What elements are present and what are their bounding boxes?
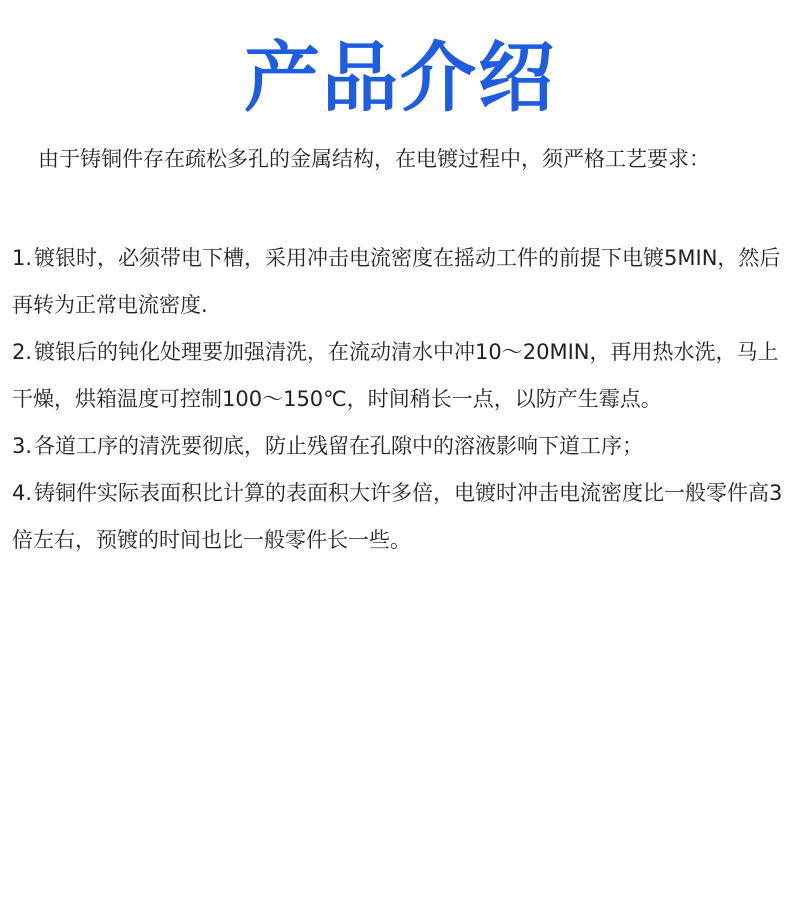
item-number: 2. bbox=[12, 340, 33, 364]
item-text: 各道工序的清洗要彻底，防止残留在孔隙中的溶液影响下道工序； bbox=[34, 434, 644, 458]
requirements-list bbox=[12, 235, 788, 564]
page-title: 产品介绍 bbox=[244, 33, 556, 122]
intro-paragraph: 由于铸铜件存在疏松多孔的金属结构，在电镀过程中，须严格工艺要求： bbox=[38, 147, 710, 171]
item-number: 3. bbox=[12, 434, 33, 458]
item-number: 1. bbox=[12, 246, 33, 270]
list-item bbox=[12, 470, 788, 564]
item-text: 铸铜件实际表面积比计算的表面积大许多倍，电镀时冲击电流密度比一般零件高3倍左右，预镀的时间也比一般零件长一些。 bbox=[12, 481, 783, 552]
list-item bbox=[12, 235, 788, 329]
item-text: 镀银时，必须带电下槽，采用冲击电流密度在摇动工件的前提下电镀5MIN，然后再转为正常电流密度. bbox=[12, 246, 781, 317]
list-item bbox=[12, 423, 788, 470]
item-text: 镀银后的钝化处理要加强清洗，在流动清水中冲10～20MIN，再用热水洗，马上干燥，烘箱温度可控制100～150℃，时间稍长一点，以防产生霉点。 bbox=[12, 340, 779, 411]
list-item bbox=[12, 329, 788, 423]
item-number: 4. bbox=[12, 481, 33, 505]
